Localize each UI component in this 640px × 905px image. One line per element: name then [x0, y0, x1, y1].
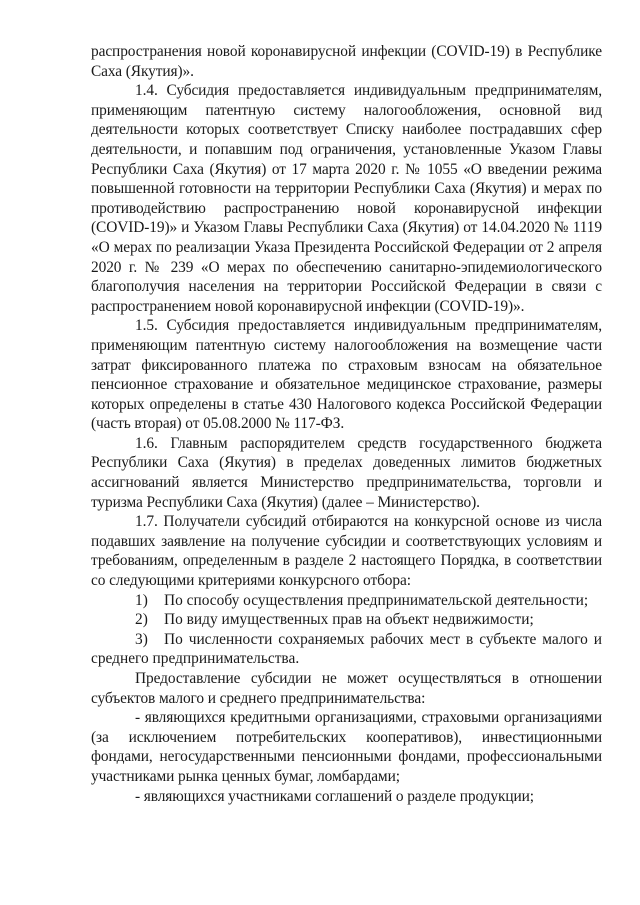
criterion-number: 1): [135, 591, 148, 609]
paragraph-1-4: 1.4. Субсидия предоставляется индивидуальным предпринимателям, применяющим патентную систему налогообложения, основной вид деятельности которых соответствует Списку наиболее пострадавших сфер деятельности, и попавшим под ограничения, установленные Указом Главы Республики Саха (Якутия) от 17 марта 2020 г. № 1055 «О введении режима повышенной готовности на территории Республики Саха (Якутия) и мерах по противодействию распространению новой коронавирусной инфекции (COVID-19)» и Указом Главы Республики Саха (Якутия) от 14.04.2020 № 1119 «О мерах по реализации Указа Президента Российской Федерации от 2 апреля 2020 г. № 239 «О мерах по обеспечению санитарно-эпидемиологического благополучия населения на территории Российской Федерации в связи с распространением новой коронавирусной инфекции (COVID-19)».: [91, 82, 602, 315]
criterion-text: По виду имущественных прав на объект недвижимости;: [164, 611, 534, 629]
paragraph-1-7: 1.7. Получатели субсидий отбираются на конкурсной основе из числа подавших заявление на получение субсидии и соответствующих условиям и требованиям, определенным в разделе 2 настоящего Порядка, в соответствии со следующими критериями конкурсного отбора:: [91, 513, 602, 590]
criterion-number: 3): [135, 630, 148, 648]
criterion-item: [91, 610, 602, 630]
criterion-text: По способу осуществления предпринимательской деятельности;: [164, 591, 589, 609]
criterion-number: 2): [135, 611, 148, 629]
exclusion-item: - являющихся кредитными организациями, страховыми организациями (за исключением потребительских кооперативов), инвестиционными фондами, негосударственными пенсионными фондами, профессиональными участниками рынка ценных бумаг, ломбардами;: [91, 709, 602, 785]
criterion-item: [91, 591, 602, 611]
paragraph-continuation: распространения новой коронавирусной инфекции (COVID-19) в Республике Саха (Якутия)».: [91, 43, 602, 80]
paragraph-1-6: 1.6. Главным распорядителем средств государственного бюджета Республики Саха (Якутия) в пределах доведенных лимитов бюджетных ассигнований является Министерство предпринимательства, торговли и туризма Республики Саха (Якутия) (далее – Министерство).: [91, 434, 602, 511]
criterion-text: По численности сохраняемых рабочих мест в субъекте малого и среднего предпринимательства.: [91, 630, 602, 668]
paragraph-1-5: 1.5. Субсидия предоставляется индивидуальным предпринимателям, применяющим патентную систему налогообложения на возмещение части затрат фиксированного платежа по страховым взносам на обязательное пенсионное страхование и обязательное медицинское страхование, размеры которых определены в статье 430 Налогового кодекса Российской Федерации (часть вторая) от 05.08.2000 № 117-ФЗ.: [91, 317, 602, 433]
criterion-item: [91, 630, 602, 669]
paragraph-exclusions-intro: Предоставление субсидии не может осуществляться в отношении субъектов малого и среднего предпринимательства:: [91, 670, 602, 707]
exclusion-item: - являющихся участниками соглашений о разделе продукции;: [135, 787, 534, 805]
